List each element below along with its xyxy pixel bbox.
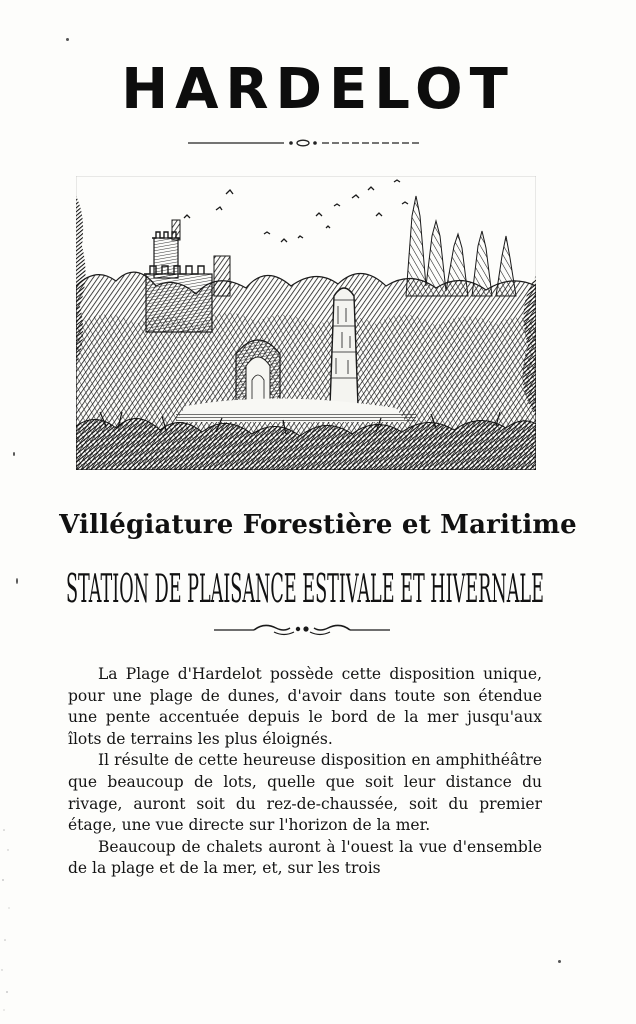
- paragraph: La Plage d'Hardelot possède cette disposition unique, pour une plage de dunes, d'avoir dans toute son étendue une pente accentuée depuis le bord de la mer jusqu'aux îlots de terrains les plus éloignés.: [68, 665, 542, 748]
- section-divider-ornament: [214, 622, 390, 638]
- page-title: HARDELOT: [121, 57, 515, 122]
- speck: [66, 38, 69, 41]
- speck: [13, 452, 15, 456]
- paragraph: Beaucoup de chalets auront à l'ouest la vue d'ensemble de la plage et de la mer, et, sur les trois: [68, 837, 542, 878]
- speck: [16, 578, 18, 584]
- station-heading: STATION DE PLAISANCE ESTIVALE ET HIVERNALE: [66, 567, 544, 613]
- paragraph: Il résulte de cette heureuse disposition en amphithéâtre que beaucoup de lots, quelle que soit leur distance du rivage, auront soit du rez-de-chaussée, soit du premier étage, une vue directe sur l'horizon de la mer.: [68, 751, 542, 835]
- body-text: [68, 664, 542, 880]
- scan-edge-texture: [0, 820, 14, 1020]
- title-rule-ornament: [188, 138, 420, 148]
- subtitle-villegiature: Villégiature Forestière et Maritime: [59, 510, 577, 540]
- speck: [558, 960, 561, 963]
- castle-engraving-illustration: [76, 176, 536, 470]
